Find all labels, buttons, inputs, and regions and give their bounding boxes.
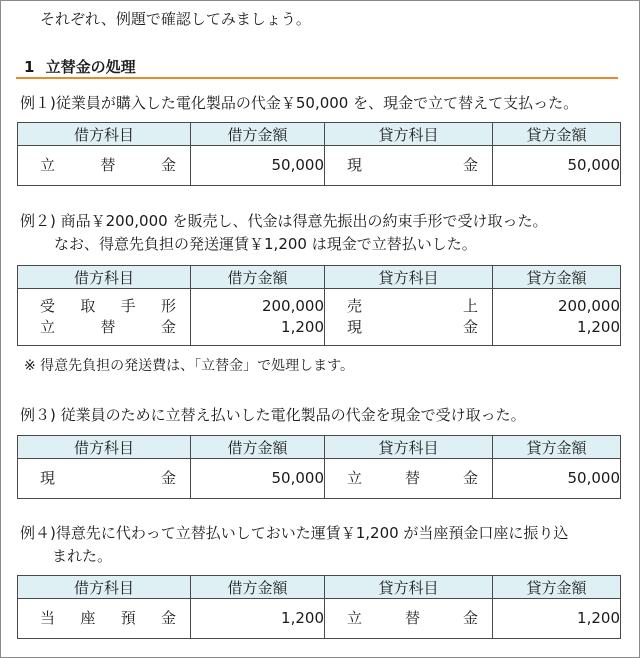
credit-amount-cell <box>493 289 621 346</box>
header-debit-account: 借方科目 <box>18 436 191 459</box>
header-debit-amount: 借方金額 <box>191 576 325 599</box>
debit-account-cell <box>18 289 191 346</box>
credit-amount: 200,000 <box>557 297 620 315</box>
account-char: 売 <box>347 297 363 315</box>
debit-account <box>18 468 190 489</box>
credit-account-cell <box>325 146 493 186</box>
account-char: 手 <box>120 297 136 315</box>
debit-account <box>18 317 190 338</box>
header-credit-account: 貸方科目 <box>325 576 493 599</box>
account-char: 替 <box>100 318 116 336</box>
header-credit-amount: 貸方金額 <box>493 123 621 146</box>
debit-account-cell <box>18 459 191 499</box>
account-char: 金 <box>462 609 478 627</box>
table-header-row <box>18 123 621 146</box>
account-char: 金 <box>462 469 478 487</box>
account-char: 替 <box>404 469 420 487</box>
account-char: 立 <box>347 609 363 627</box>
debit-amount: 200,000 <box>261 297 324 315</box>
account-char: 立 <box>347 469 363 487</box>
debit-amount: 50,000 <box>191 459 325 499</box>
example-label: 例４) <box>20 524 56 542</box>
debit-amount: 50,000 <box>191 146 325 186</box>
debit-account-cell <box>18 599 191 639</box>
table-row <box>18 289 621 346</box>
section-divider <box>16 77 618 79</box>
account-char: 座 <box>80 609 96 627</box>
account-char: 替 <box>404 609 420 627</box>
credit-account <box>325 608 492 629</box>
table-header-row <box>18 436 621 459</box>
journal-table-1 <box>17 122 621 186</box>
journal-table-2 <box>17 265 621 346</box>
credit-account <box>325 317 492 338</box>
debit-amount: 1,200 <box>281 318 324 336</box>
header-debit-amount: 借方金額 <box>191 123 325 146</box>
credit-account <box>325 296 492 317</box>
example-line: まれた。 <box>52 547 113 565</box>
credit-account-cell <box>325 289 493 346</box>
header-debit-account: 借方科目 <box>18 576 191 599</box>
example-line: なお、得意先負担の発送運賃￥1,200 は現金で立替払いした。 <box>54 235 477 253</box>
account-char: 上 <box>462 297 478 315</box>
note-text: ※ 得意先負担の発送費は、「立替金」で処理します。 <box>24 358 355 374</box>
table-row <box>18 599 621 639</box>
debit-account <box>18 155 190 176</box>
account-char: 金 <box>160 318 176 336</box>
section-title-text: 立替金の処理 <box>45 58 136 76</box>
table-row <box>18 459 621 499</box>
table-header-row <box>18 266 621 289</box>
credit-amount: 1,200 <box>493 599 621 639</box>
example-label: 例２) <box>20 212 56 230</box>
example-1-text <box>20 92 578 113</box>
example-4-text <box>20 522 568 568</box>
intro-text: それぞれ、例題で確認してみましょう。 <box>40 10 311 28</box>
credit-account-cell <box>325 459 493 499</box>
example-label: 例１) <box>20 94 56 112</box>
credit-amount: 1,200 <box>577 318 620 336</box>
example-line: 得意先に代わって立替払いしておいた運賃￥1,200 が当座預金口座に振り込 <box>55 524 569 542</box>
header-debit-amount: 借方金額 <box>191 266 325 289</box>
account-char: 現 <box>347 156 363 174</box>
account-char: 金 <box>462 318 478 336</box>
account-char: 替 <box>100 156 116 174</box>
account-char: 立 <box>40 156 56 174</box>
debit-account <box>18 296 190 317</box>
account-char: 金 <box>160 156 176 174</box>
header-credit-account: 貸方科目 <box>325 436 493 459</box>
credit-account <box>325 155 492 176</box>
account-char: 金 <box>160 609 176 627</box>
header-credit-amount: 貸方金額 <box>493 576 621 599</box>
example-line: 従業員が購入した電化製品の代金￥50,000 を、現金で立て替えて支払った。 <box>55 94 579 112</box>
journal-table-4 <box>17 575 621 639</box>
header-credit-account: 貸方科目 <box>325 123 493 146</box>
journal-table-3 <box>17 435 621 499</box>
example-label: 例３) <box>20 406 56 424</box>
account-char: 金 <box>462 156 478 174</box>
credit-amount: 50,000 <box>493 146 621 186</box>
account-char: 形 <box>160 297 176 315</box>
account-char: 受 <box>40 297 56 315</box>
account-char: 現 <box>347 318 363 336</box>
table-row <box>18 146 621 186</box>
account-char: 預 <box>120 609 136 627</box>
credit-account-cell <box>325 599 493 639</box>
account-char: 金 <box>160 469 176 487</box>
example-2-text <box>20 210 547 256</box>
debit-amount-cell <box>191 289 325 346</box>
header-credit-account: 貸方科目 <box>325 266 493 289</box>
header-credit-amount: 貸方金額 <box>493 436 621 459</box>
account-char: 現 <box>40 469 56 487</box>
credit-amount: 50,000 <box>493 459 621 499</box>
section-title <box>24 56 136 77</box>
account-char: 当 <box>40 609 56 627</box>
debit-amount: 1,200 <box>191 599 325 639</box>
table-header-row <box>18 576 621 599</box>
header-debit-account: 借方科目 <box>18 123 191 146</box>
account-char: 取 <box>80 297 96 315</box>
section-number: 1 <box>24 58 35 76</box>
header-debit-account: 借方科目 <box>18 266 191 289</box>
header-debit-amount: 借方金額 <box>191 436 325 459</box>
example-line: 商品￥200,000 を販売し、代金は得意先振出の約束手形で受け取った。 <box>60 212 548 230</box>
debit-account-cell <box>18 146 191 186</box>
example-3-text <box>20 404 526 425</box>
debit-account <box>18 608 190 629</box>
credit-account <box>325 468 492 489</box>
account-char: 立 <box>40 318 56 336</box>
header-credit-amount: 貸方金額 <box>493 266 621 289</box>
example-line: 従業員のために立替え払いした電化製品の代金を現金で受け取った。 <box>60 406 526 424</box>
